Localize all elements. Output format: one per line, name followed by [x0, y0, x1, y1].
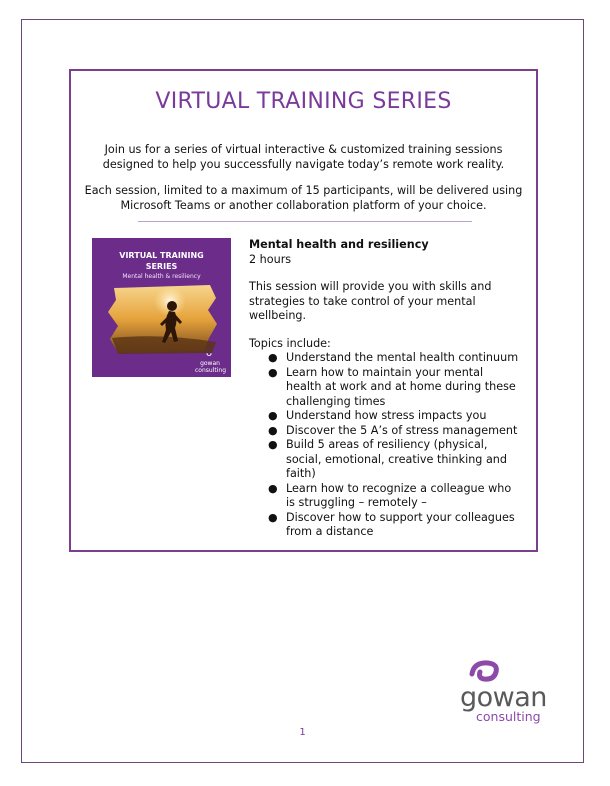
list-item: ● Build 5 areas of resiliency (physical, social, emotional, creative thinking and faith)	[268, 438, 507, 480]
intro-paragraph-2: Each session, limited to a maximum of 15 participants, will be delivered using Microsoft Teams or another collaboration platform of your choice.	[84, 184, 523, 212]
session-description: This session will provide you with skills and strategies to take control of your mental wellbeing.	[249, 280, 492, 322]
bullet-icon: ●	[268, 481, 278, 495]
list-item: ● Understand how stress impacts you	[268, 409, 487, 422]
promo-title: VIRTUAL TRAINING SERIES	[119, 251, 204, 271]
bullet-icon: ●	[268, 438, 278, 451]
gowan-logo	[452, 660, 552, 724]
promo-image	[92, 238, 231, 377]
topics-label: Topics include:	[249, 336, 331, 350]
bullet-icon: ●	[268, 423, 278, 437]
promo-subtitle: Mental health & resiliency	[122, 273, 201, 280]
flyer-frame	[69, 69, 538, 552]
session-title: Mental health and resiliency	[249, 238, 429, 251]
list-item: ● Understand the mental health continuum	[268, 351, 519, 364]
section-divider	[138, 221, 472, 222]
bullet-icon: ●	[268, 409, 278, 422]
page-number: 1	[299, 727, 306, 738]
flyer-title: VIRTUAL TRAINING SERIES	[155, 89, 452, 114]
logo-word: gowan	[460, 682, 547, 713]
list-item: ● Discover how to support your colleagues from a distance	[268, 510, 515, 538]
intro-paragraph-1: Join us for a series of virtual interactive & customized training sessions designed to help you successfully navigate today’s remote work reality.	[102, 143, 505, 171]
bullet-icon: ●	[268, 351, 278, 364]
list-item: ● Learn how to recognize a colleague who is struggling – remotely –	[268, 481, 512, 509]
list-item: ● Learn how to maintain your mental health at work and at home during these challenging times	[268, 365, 516, 408]
bullet-icon: ●	[268, 510, 278, 524]
list-item: ● Discover the 5 A’s of stress management	[268, 423, 518, 437]
session-duration: 2 hours	[249, 252, 292, 266]
logo-subtitle: consulting	[476, 709, 541, 724]
promo-logo-text: gowan consulting	[195, 360, 226, 374]
topics-list	[249, 351, 519, 540]
promo-logo-icon: ᴗ	[206, 348, 213, 359]
bullet-icon: ●	[268, 365, 278, 379]
session-details	[249, 238, 519, 540]
